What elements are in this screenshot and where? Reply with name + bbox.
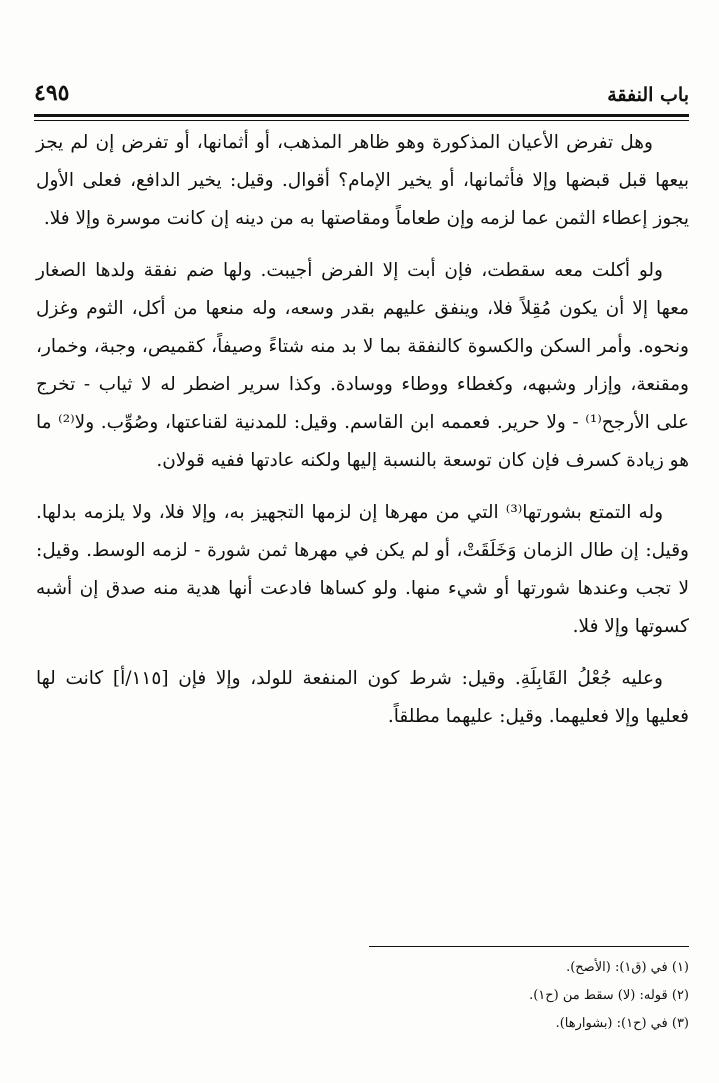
paragraph: ولو أكلت معه سقطت، فإن أبت إلا الفرض أجيبت. ولها ضم نفقة ولدها الصغار معها إلا أن يكون مُقِلاً فلا، وينفق عليهم بقدر وسعه، وله منعها من أكل، الثوم وغزل ونحوه. وأمر السكن والكسوة كالنفقة بما لا بد منه شتاءً وصيفاً، كقميص، وجبة، وخمار، ومقنعة، وإزار وشبهه، وكغطاء ووطاء ووسادة. وكذا سرير اضطر له لا ثياب - تخرج على الأرجح⁽¹⁾ - ولا حرير. فعممه ابن القاسم. وقيل: للمدنية لقناعتها، وصُوِّب. ولا⁽²⁾ ما هو زيادة كسرف فإن كان توسعة بالنسبة إليها ولكنه عادتها ففيه قولان.: [36, 260, 689, 471]
page-number: ٤٩٥: [34, 80, 70, 106]
footnotes: [200, 954, 689, 1038]
footnote: (١) في (ق١): (الأصح).: [566, 960, 689, 975]
paragraph: وله التمتع بشورتها⁽³⁾ التي من مهرها إن لزمها التجهيز به، وإلا فلا، ولا يلزمه بدلها. وقيل: إن طال الزمان وَخَلَقَتْ، أو لم يكن في مهرها ثمن شورة - لزمه الوسط. وقيل: لا تجب وعندها شورتها أو شيء منها. ولو كساها فادعت أنها هدية منه صدق إن أشبه كسوتها وإلا فلا.: [36, 502, 689, 637]
paragraph: وهل تفرض الأعيان المذكورة وهو ظاهر المذهب، أو أثمانها، أو تفرض إن لم يجز بيعها قبل قبضها وإلا فأثمانها، أو يخير الإمام؟ أقوال. وقيل: يخير الدافع، فعلى الأول يجوز إعطاء الثمن عما لزمه وإن طعاماً ومقاصتها به من دينه إن كانت موسرة وإلا فلا.: [36, 132, 689, 229]
header-rule-thin: [34, 120, 689, 121]
footnote: (٣) في (ح١): (بشوارها).: [555, 1016, 689, 1031]
header-rule-thick: [34, 114, 689, 117]
paragraph: وعليه جُعْلُ القَابِلَةِ. وقيل: شرط كون المنفعة للولد، وإلا فإن [١١٥/أ] كانت لها فعليها وإلا فعليهما. وقيل: عليهما مطلقاً.: [36, 668, 689, 727]
page-header: [34, 72, 689, 106]
main-text: [36, 124, 689, 750]
running-title: باب النفقة: [607, 84, 689, 106]
footnote: (٢) قوله: (لا) سقط من (ح١).: [529, 988, 689, 1003]
footnote-separator: [369, 946, 689, 947]
